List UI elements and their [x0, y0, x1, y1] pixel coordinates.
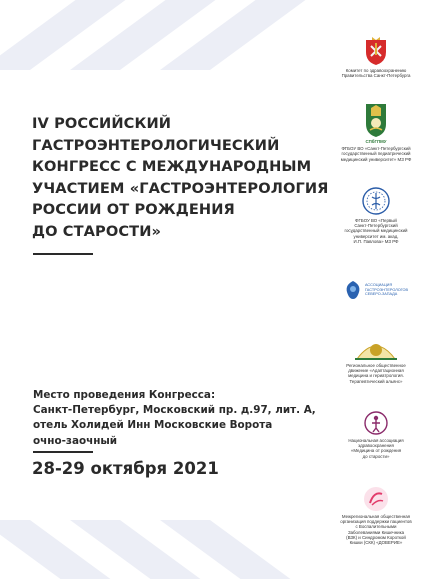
- pavlov-university-logo-icon: [360, 186, 392, 216]
- sponsor-doverie: [330, 486, 422, 545]
- sponsor-caption-line: государственный педиатрический: [341, 151, 411, 157]
- sponsor-caption-line: Комитет по здравоохранению: [345, 68, 407, 73]
- sponsor-caption-line: Правительства Санкт-Петербурга: [341, 73, 411, 79]
- spb-coat-of-arms-icon: [363, 36, 389, 66]
- title-line: IV РОССИЙСКИЙ: [32, 115, 172, 132]
- spbgpmu-logo-icon: [362, 102, 390, 138]
- sponsor-caption-line: «Медицина от рождения: [350, 448, 402, 454]
- sponsor-pavlov-university: [330, 186, 422, 244]
- sponsor-caption-line: Терапевтический альянс»: [349, 378, 403, 384]
- venue-line: Место проведения Конгресса:: [33, 389, 216, 401]
- venue-line: Санкт-Петербург, Московский пр. д.97, лит. А,: [33, 404, 316, 417]
- congress-dates: 28-29 октября 2021: [32, 459, 219, 478]
- sponsor-caption-line: государственный медицинский: [344, 228, 408, 234]
- sponsor-caption-line: с Воспалительными: [355, 524, 397, 530]
- sponsor-caption-line: медицинский университет» МЗ РФ: [340, 156, 412, 162]
- sponsor-caption-line: И.П. Павлова» МЗ РФ: [353, 238, 399, 244]
- doverie-organization-logo-icon: [363, 486, 389, 512]
- association-logo-text-line: СЕВЕРО-ЗАПАДА: [364, 292, 398, 297]
- association-gastroenterologists-logo-icon: [344, 280, 362, 300]
- sponsor-caption-line: Региональное общественное: [346, 363, 406, 368]
- sponsor-caption-line: ФГБОУ ВО «Санкт-Петербургский: [341, 146, 411, 152]
- sponsor-caption-line: Заболеваниями Кишечника: [347, 529, 405, 535]
- sponsor-caption-line: медицина и гериатрология.: [348, 373, 404, 379]
- sponsor-caption-line: Межрегиональная общественная: [341, 514, 411, 519]
- sponsor-caption-line: здравоохранения: [358, 443, 394, 449]
- venue-line: очно-заочный: [33, 434, 118, 447]
- title-divider: [33, 253, 93, 255]
- sponsor-caption-line: Национальная ассоциация: [348, 438, 404, 443]
- sponsor-gastro-association: [330, 280, 422, 300]
- title-line: КОНГРЕСС С МЕЖДУНАРОДНЫМ: [32, 158, 312, 176]
- venue-divider: [33, 451, 93, 453]
- sponsor-spb-health-committee: [330, 36, 422, 78]
- association-logo-text-line: ГАСТРОЭНТЕРОЛОГОВ: [364, 287, 409, 292]
- title-line: РОССИИ ОТ РОЖДЕНИЯ: [32, 201, 235, 219]
- sponsor-spbgpmu: [330, 102, 422, 162]
- sponsor-adaptation-movement: [330, 337, 422, 384]
- title-line: ГАСТРОЭНТЕРОЛОГИЧЕСКИЙ: [32, 136, 280, 154]
- venue-info: [33, 388, 316, 449]
- title-line: УЧАСТИЕМ «ГАСТРОЭНТЕРОЛОГИЯ: [32, 179, 329, 197]
- spbgpmu-logo-text: СПбГПМУ: [365, 139, 387, 144]
- sponsor-caption-line: университет им. акад.: [353, 233, 399, 239]
- sponsor-caption-line: Санкт-Петербургский: [354, 223, 398, 229]
- sponsor-caption-line: ФГБОУ ВО «Первый: [355, 218, 397, 223]
- congress-title: [32, 113, 332, 243]
- national-association-logo-icon: [363, 410, 389, 436]
- sponsor-caption-line: движение «Адаптационная: [348, 368, 404, 374]
- sponsor-caption-line: Кишки (СКК) «ДОВЕРИЕ»: [349, 540, 403, 546]
- title-line: ДО СТАРОСТИ»: [32, 222, 162, 240]
- sponsor-national-association: [330, 410, 422, 459]
- sponsor-caption-line: (ВЗК) и Синдромом Короткой: [346, 534, 406, 540]
- venue-line: отель Холидей Инн Московские Ворота: [33, 419, 273, 432]
- sponsor-caption-line: организация поддержки пациентов: [340, 519, 412, 525]
- adaptation-movement-logo-icon: [353, 337, 399, 361]
- sponsor-caption-line: до старости»: [362, 453, 390, 459]
- association-logo-text-line: АССОЦИАЦИЯ: [364, 283, 393, 288]
